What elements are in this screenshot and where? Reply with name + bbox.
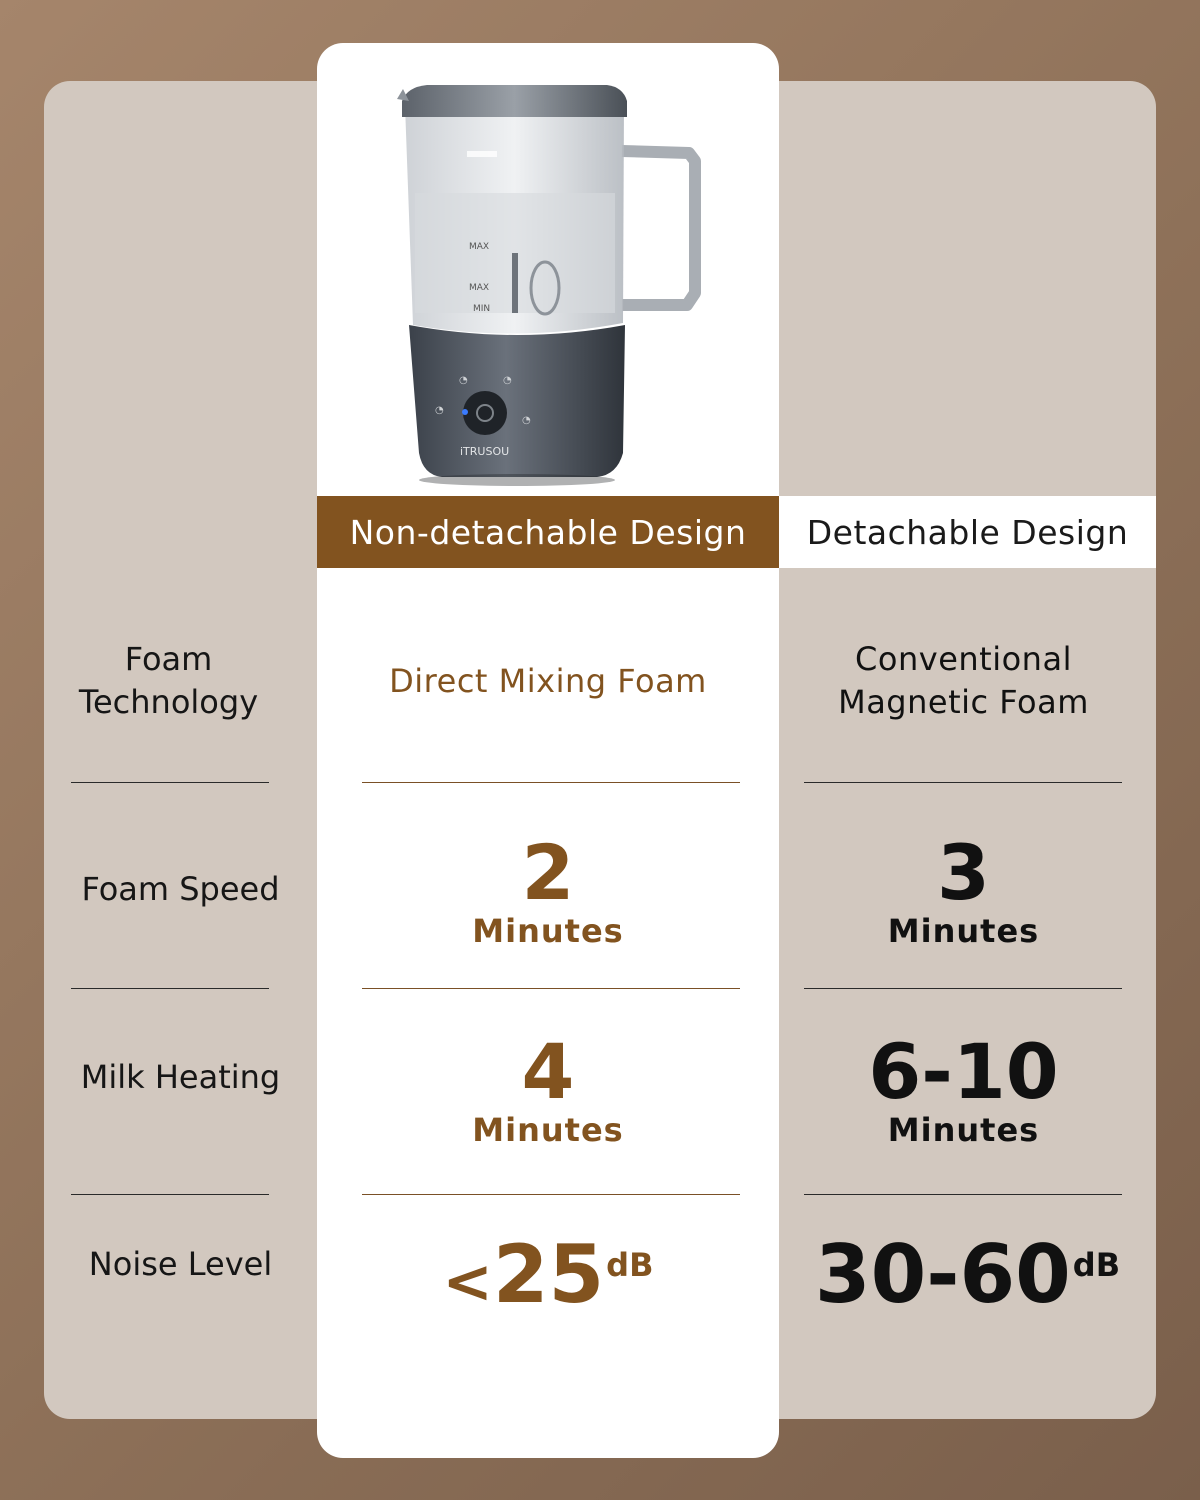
row-label-milk-heating: Milk Heating	[80, 1058, 281, 1096]
theirs-noise-level	[779, 1220, 1156, 1342]
value-line: Conventional	[855, 640, 1072, 678]
value-unit: dB	[606, 1246, 654, 1284]
row-divider	[804, 782, 1122, 783]
value-unit: dB	[1072, 1246, 1121, 1284]
row-divider	[71, 782, 269, 783]
row-label-noise-level: Noise Level	[88, 1245, 273, 1283]
milk-frother-image	[317, 43, 779, 495]
min-mark: MIN	[473, 304, 491, 314]
value-prefix: <	[442, 1247, 493, 1317]
value-unit: Minutes	[472, 912, 624, 950]
row-label-foam-speed: Foam Speed	[81, 870, 280, 908]
value-number: 4	[521, 1027, 575, 1116]
svg-text:◔: ◔	[435, 405, 444, 416]
ours-milk-heating	[317, 1027, 779, 1149]
value-unit: Minutes	[472, 1111, 624, 1149]
value-number: 25	[492, 1228, 605, 1321]
ours-foam-technology: Direct Mixing Foam	[389, 662, 707, 700]
theirs-milk-heating	[779, 1027, 1156, 1149]
ours-noise-level	[317, 1220, 779, 1342]
value-number: 2	[521, 828, 575, 917]
svg-text:◔: ◔	[522, 415, 531, 426]
value-unit: Minutes	[887, 912, 1040, 950]
theirs-foam-speed	[779, 828, 1156, 950]
row-label-line: Foam	[124, 640, 213, 678]
theirs-foam-technology	[779, 638, 1156, 724]
row-divider	[71, 1194, 269, 1195]
value-number: 6-10	[868, 1027, 1059, 1116]
row-label-line: Technology	[78, 683, 259, 721]
row-divider	[362, 1194, 740, 1195]
value-number: 3	[937, 828, 990, 917]
max-mark-lower: MAX	[469, 283, 490, 293]
value-line: Magnetic Foam	[838, 683, 1089, 721]
svg-text:◔: ◔	[503, 375, 512, 386]
row-divider	[804, 988, 1122, 989]
row-divider	[804, 1194, 1122, 1195]
value-number: 30-60	[814, 1228, 1071, 1321]
row-divider	[362, 988, 740, 989]
detachable-design-header: Detachable Design	[779, 496, 1156, 568]
value-unit: Minutes	[887, 1111, 1040, 1149]
non-detachable-design-header: Non-detachable Design	[317, 496, 779, 568]
ours-foam-speed	[317, 828, 779, 950]
svg-text:◔: ◔	[459, 375, 468, 386]
row-divider	[362, 782, 740, 783]
row-label-foam-technology	[44, 638, 317, 724]
row-divider	[71, 988, 269, 989]
max-mark-upper: MAX	[469, 242, 490, 252]
brand-logo: iTRUSOU	[460, 445, 510, 458]
